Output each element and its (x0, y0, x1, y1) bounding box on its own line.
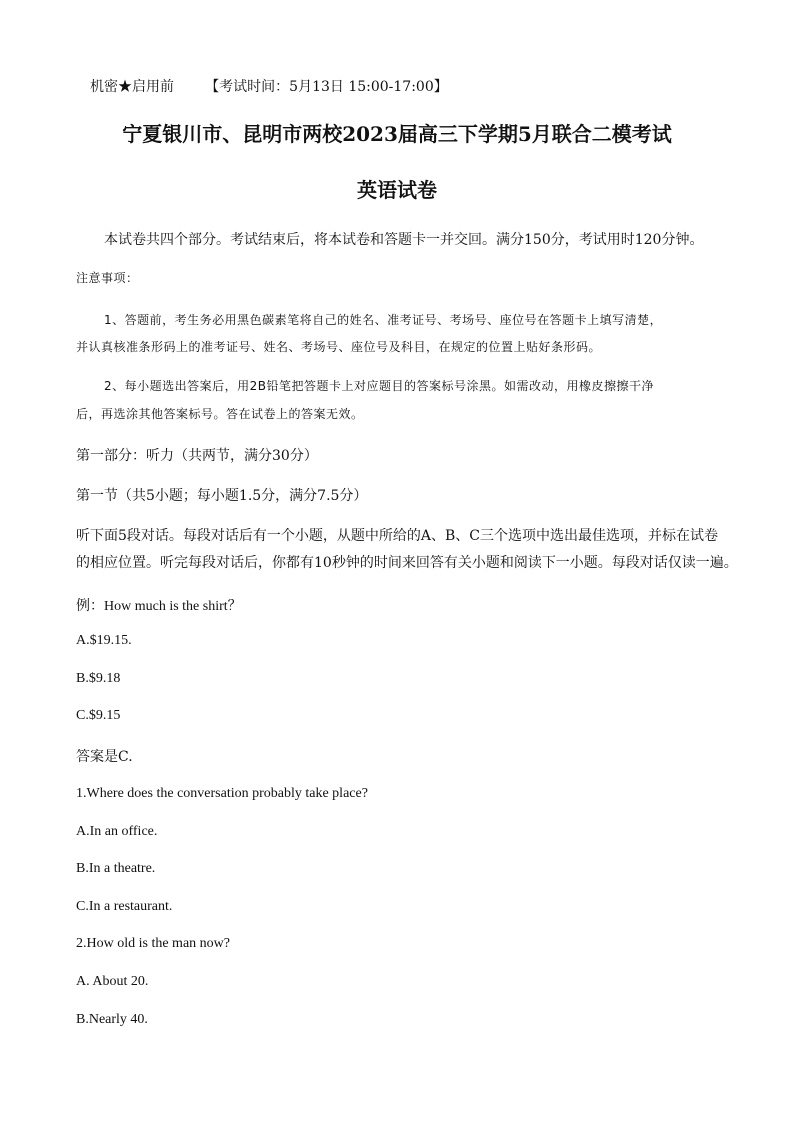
document-title: 宁夏银川市、昆明市两校2023届高三下学期5月联合二模考试 (122, 122, 672, 146)
question-1-option-a: A.In an office. (76, 824, 158, 839)
confidential-label (90, 76, 448, 96)
example-question: 例：How much is the shirt？ (76, 599, 242, 614)
example-option-c: C.$9.15 (76, 708, 121, 723)
question-1-option-b: B.In a theatre. (76, 861, 156, 876)
confidential-text: 机密★启用前 (90, 79, 174, 95)
question-1-option-c: C.In a restaurant. (76, 899, 173, 914)
question-2-option-b: B.Nearly 40. (76, 1012, 148, 1027)
subject-title: 英语试卷 (357, 178, 437, 202)
notes-item2-line1: 2、每小题选出答案后，用2B铅笔把答题卡上对应题目的答案标号涂黑。如需改动，用橡皮擦擦干净 (104, 379, 655, 393)
question-2-option-a: A. About 20. (76, 974, 149, 989)
question-2: 2.How old is the man now? (76, 936, 230, 951)
section1-heading: 第一节（共5小题；每小题1.5分，满分7.5分） (76, 488, 368, 504)
example-option-a: A.$19.15. (76, 633, 132, 648)
exam-time-text: 【考试时间：5月13日 15:00-17:00】 (205, 79, 448, 95)
notes-item1-line1: 1、答题前，考生务必用黑色碳素笔将自己的姓名、准考证号、考场号、座位号在答题卡上填写清楚， (104, 313, 663, 327)
instruction-line2: 的相应位置。听完每段对话后，你都有10秒钟的时间来回答有关小题和阅读下一小题。每段对话仅读一遍。 (76, 555, 738, 571)
part1-heading: 第一部分：听力（共两节，满分30分） (76, 448, 318, 464)
example-answer: 答案是C. (76, 749, 133, 765)
notes-item2-line2: 后，再选涂其他答案标号。答在试卷上的答案无效。 (76, 407, 364, 421)
intro-text: 本试卷共四个部分。考试结束后，将本试卷和答题卡一并交回。满分150分，考试用时120分钟。 (104, 232, 704, 248)
notes-heading: 注意事项： (76, 271, 139, 285)
question-1: 1.Where does the conversation probably take place? (76, 786, 368, 801)
notes-item1-line2: 并认真核准条形码上的准考证号、姓名、考场号、座位号及科目，在规定的位置上贴好条形码。 (76, 340, 602, 354)
example-option-b: B.$9.18 (76, 671, 121, 686)
instruction-line1: 听下面5段对话。每段对话后有一个小题，从题中所给的A、B、C三个选项中选出最佳选项，并标在试卷 (76, 528, 719, 544)
